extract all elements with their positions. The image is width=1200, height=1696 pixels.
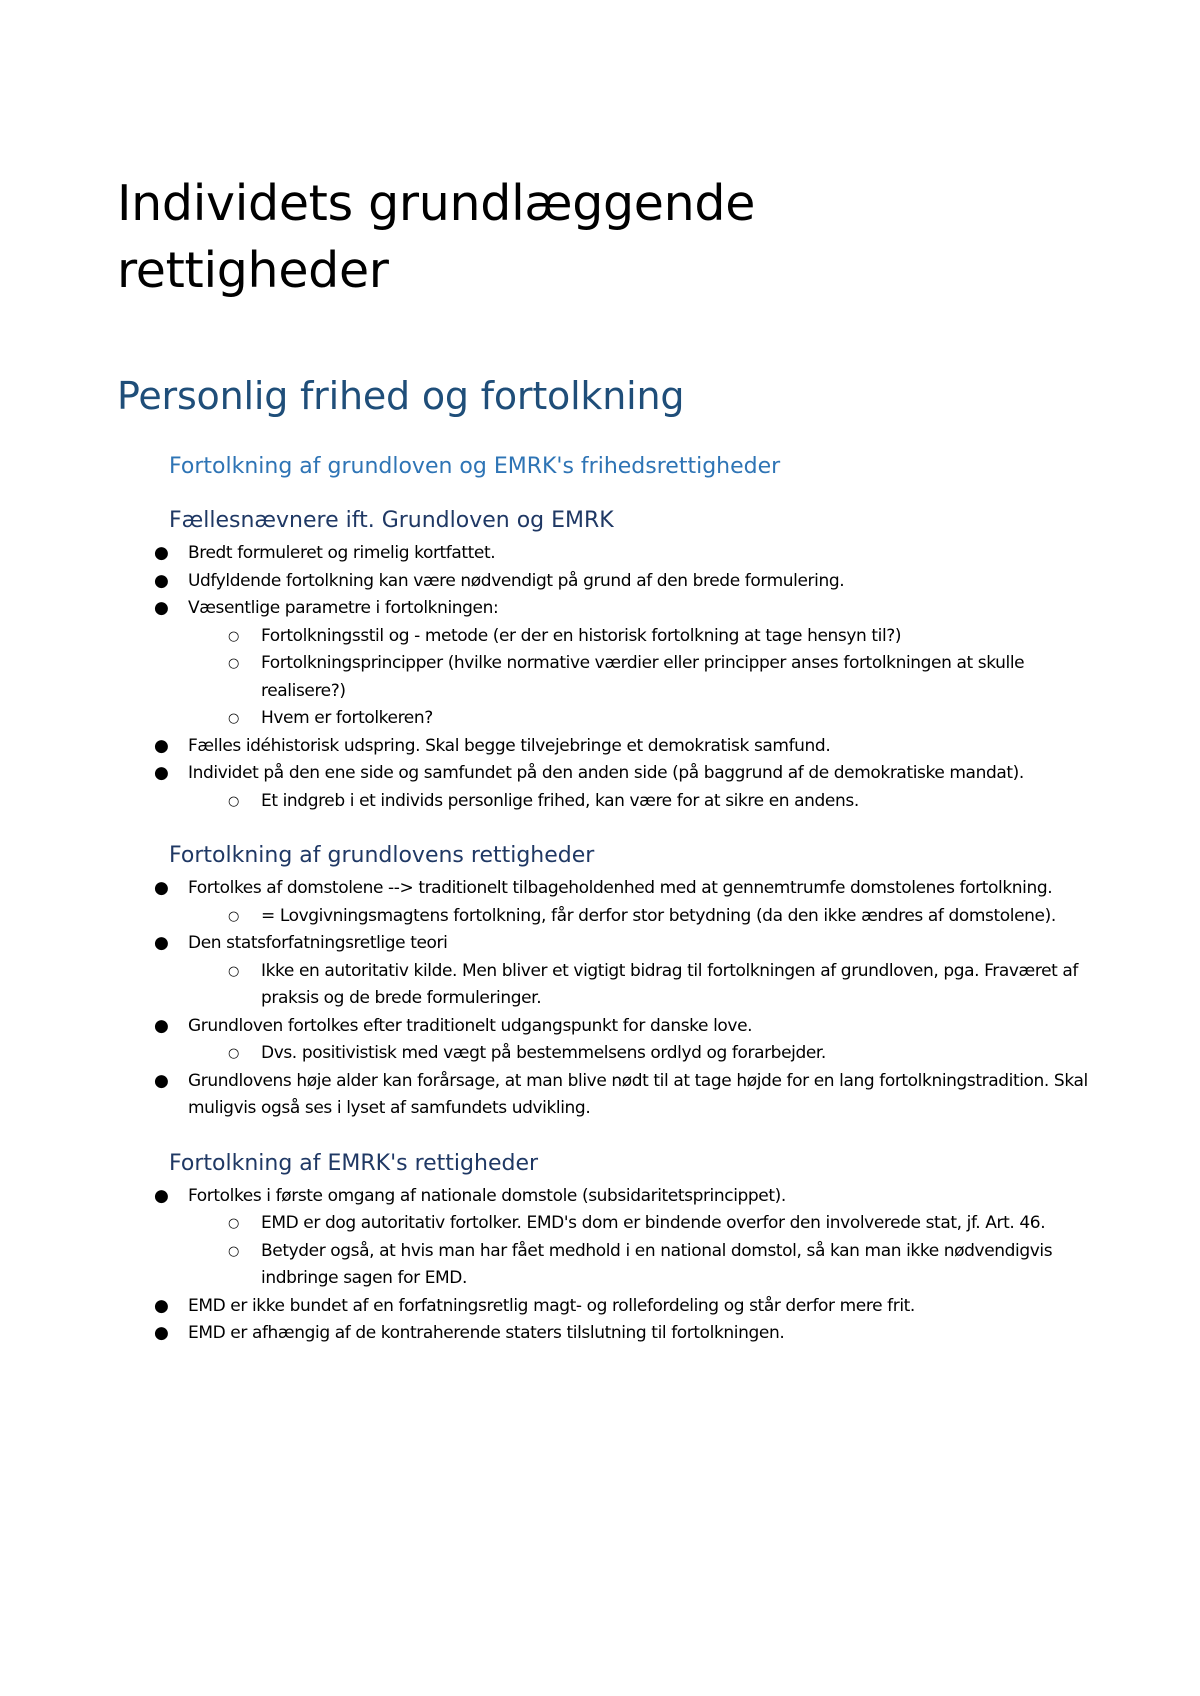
circle-bullet-icon: ○	[228, 908, 239, 924]
bullet-icon: ●	[154, 1015, 169, 1036]
list-item: ● Fortolkes af domstolene --> traditionelt tilbageholdenhed med at gennemtrumfe domstolenes fortolkning. ○ = Lovgivningsmagtens fortolkning, får derfor stor betydning (da den ikke ændres af domstolene).	[188, 875, 1100, 930]
heading-personlig-frihed: Personlig frihed og fortolkning	[117, 374, 685, 418]
circle-bullet-icon: ○	[228, 711, 239, 726]
sub-list-item: ○ Betyder også, at hvis man har fået medhold i en national domstol, så kan man ikke nødvendigvis indbringe sagen for EMD.	[261, 1238, 1100, 1293]
sub-list-item: ○ Fortolkningsstil og - metode (er der en historisk fortolkning at tage hensyn til?)	[261, 623, 1100, 651]
circle-bullet-icon: ○	[228, 628, 239, 644]
circle-bullet-icon: ○	[228, 963, 239, 979]
bullet-icon: ●	[154, 933, 169, 953]
section-heading-grundlovens-rettigheder: Fortolkning af grundlovens rettigheder	[169, 843, 595, 868]
sub-list	[188, 1040, 1100, 1068]
bullet-icon: ●	[154, 1185, 169, 1206]
bullet-icon: ●	[154, 878, 169, 898]
bullet-list-emrk-rettigheder	[117, 1183, 1100, 1348]
sub-list-item: ○ EMD er dog autoritativ fortolker. EMD's dom er bindende overfor den involverede stat, jf. Art. 46.	[261, 1210, 1100, 1238]
circle-bullet-icon: ○	[228, 793, 239, 809]
bullet-icon: ●	[154, 1295, 169, 1316]
section-heading-emrk-rettigheder: Fortolkning af EMRK's rettigheder	[169, 1150, 539, 1176]
list-item: ● Udfyldende fortolkning kan være nødvendigt på grund af den brede formulering.	[188, 568, 1100, 596]
circle-bullet-icon: ○	[228, 1216, 239, 1231]
sub-list	[188, 623, 1100, 733]
bullet-icon: ●	[154, 1323, 169, 1343]
sub-list-item: ○ Et indgreb i et individs personlige frihed, kan være for at sikre en andens.	[261, 788, 1100, 816]
list-item: ● Individet på den ene side og samfundet på den anden side (på baggrund af de demokratiske mandat). ○ Et indgreb i et individs personlige frihed, kan være for at sikre en andens.	[188, 760, 1100, 815]
bullet-list-faellesnaevnere	[117, 540, 1100, 815]
sub-list-item: ○ Hvem er fortolkeren?	[261, 705, 1100, 733]
list-item: ● Bredt formuleret og rimelig kortfattet.	[188, 540, 1100, 568]
bullet-icon: ●	[154, 598, 169, 618]
list-item: ● EMD er afhængig af de kontraherende staters tilslutning til fortolkningen.	[188, 1320, 1100, 1348]
bullet-icon: ●	[154, 763, 169, 783]
document-title	[117, 170, 1100, 304]
list-item: ● Fælles idéhistorisk udspring. Skal begge tilvejebringe et demokratisk samfund.	[188, 733, 1100, 761]
bullet-icon: ●	[154, 543, 169, 563]
sub-list-item: ○ Ikke en autoritativ kilde. Men bliver et vigtigt bidrag til fortolkningen af grundloven, pga. Fraværet af praksis og de brede formuleringer.	[261, 958, 1100, 1013]
sub-list	[188, 788, 1100, 816]
bullet-icon: ●	[154, 570, 169, 591]
sub-list-item: ○ Dvs. positivistisk med vægt på bestemmelsens ordlyd og forarbejder.	[261, 1040, 1100, 1068]
sub-list	[188, 1210, 1100, 1293]
list-item: ● Den statsforfatningsretlige teori ○ Ikke en autoritativ kilde. Men bliver et vigtigt bidrag til fortolkningen af grundloven, pga. Fraværet af praksis og de brede formuleringer.	[188, 930, 1100, 1013]
bullet-icon: ●	[154, 1070, 169, 1091]
section-heading-faellesnaevnere: Fællesnævnere ift. Grundloven og EMRK	[169, 508, 614, 533]
sub-list	[188, 958, 1100, 1013]
sub-list	[188, 903, 1100, 931]
list-item: ● Væsentlige parametre i fortolkningen: ○ Fortolkningsstil og - metode (er der en historisk fortolkning at tage hensyn til?) ○ Fortolkningsprincipper (hvilke normative værdier eller principper anses fortolkningen at skulle realisere?) ○ Hvem er fortolkeren?	[188, 595, 1100, 733]
sub-list-item: ○ = Lovgivningsmagtens fortolkning, får derfor stor betydning (da den ikke ændres af domstolene).	[261, 903, 1100, 931]
circle-bullet-icon: ○	[228, 1046, 239, 1061]
title-line-2: rettigheder	[117, 242, 389, 299]
heading-fortolkning-grundloven-emrk: Fortolkning af grundloven og EMRK's frihedsrettigheder	[169, 454, 781, 479]
sub-list-item: ○ Fortolkningsprincipper (hvilke normative værdier eller principper anses fortolkningen at skulle realisere?)	[261, 650, 1100, 705]
list-item: ● Fortolkes i første omgang af nationale domstole (subsidaritetsprincippet). ○ EMD er dog autoritativ fortolker. EMD's dom er bindende overfor den involverede stat, jf. Art. 46. ○ Betyder også, at hvis man har fået medhold i en national domstol, så kan man ikke nødvendigvis indbringe sagen for EMD.	[188, 1183, 1100, 1293]
bullet-list-grundlovens-rettigheder	[117, 875, 1100, 1123]
list-item: ● EMD er ikke bundet af en forfatningsretlig magt- og rollefordeling og står derfor mere frit.	[188, 1293, 1100, 1321]
bullet-icon: ●	[154, 735, 169, 756]
list-item: ● Grundloven fortolkes efter traditionelt udgangspunkt for danske love. ○ Dvs. positivistisk med vægt på bestemmelsens ordlyd og forarbejder.	[188, 1013, 1100, 1068]
circle-bullet-icon: ○	[228, 1243, 239, 1259]
title-line-1: Individets grundlæggende	[117, 175, 756, 232]
list-item: ● Grundlovens høje alder kan forårsage, at man blive nødt til at tage højde for en lang fortolkningstradition. Skal muligvis også ses i lyset af samfundets udvikling.	[188, 1068, 1100, 1123]
circle-bullet-icon: ○	[228, 656, 239, 671]
